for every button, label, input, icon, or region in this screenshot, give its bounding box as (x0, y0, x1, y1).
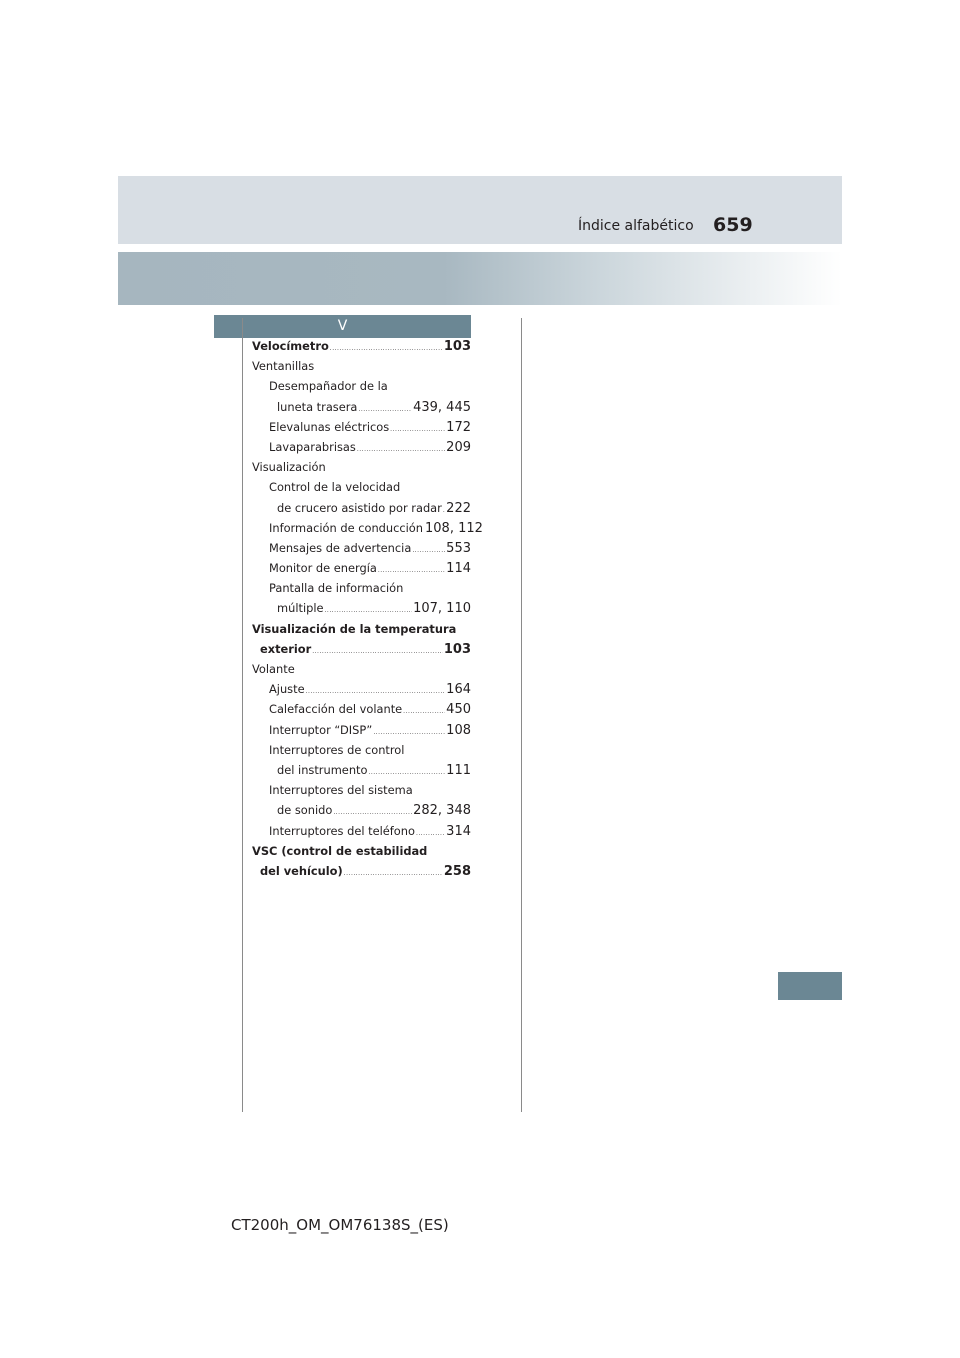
leader-dots (403, 708, 445, 715)
index-entry (252, 723, 471, 743)
entry-label: Calefacción del volante (269, 702, 403, 717)
index-entry (252, 682, 471, 702)
entry-page: 553 (446, 540, 471, 556)
leader-dots (357, 446, 445, 453)
column-divider-left (242, 318, 243, 1112)
page-number: 659 (713, 214, 753, 236)
index-entry (252, 824, 471, 844)
entry-page: 439, 445 (413, 399, 471, 415)
leader-dots (368, 769, 445, 776)
entry-label: del instrumento (277, 762, 368, 777)
index-entry (252, 844, 471, 864)
entry-label: exterior (260, 641, 312, 656)
leader-dots (390, 426, 445, 433)
entry-label: Elevalunas eléctricos (269, 419, 390, 434)
entry-label: Lavaparabrisas (269, 439, 356, 454)
entry-label: de crucero asistido por radar (277, 500, 442, 515)
decorative-gradient-band (118, 252, 842, 305)
leader-dots (412, 547, 445, 554)
index-entry (252, 541, 471, 561)
entry-label: Volante (252, 662, 295, 676)
entry-label: del vehículo) (260, 863, 343, 878)
entry-label: Interruptor “DISP” (269, 722, 373, 737)
entry-page: 282, 348 (413, 803, 471, 819)
entry-page: 103 (443, 641, 471, 657)
entry-page: 172 (446, 419, 471, 435)
leader-dots (358, 406, 412, 413)
index-entry (252, 359, 471, 379)
leader-dots (443, 507, 445, 514)
leader-dots (378, 567, 445, 574)
section-letter-bar: V (214, 315, 471, 338)
entry-page: 114 (446, 561, 471, 577)
entry-label: Información de conducción (269, 520, 423, 535)
entry-label: Ajuste (269, 682, 305, 697)
index-entry (252, 420, 471, 440)
entry-page: 314 (446, 823, 471, 839)
index-entry (252, 379, 471, 399)
column-divider-right (521, 318, 522, 1112)
entry-page: 107, 110 (413, 601, 471, 617)
entry-label: Ventanillas (252, 359, 315, 374)
entry-page: 258 (443, 863, 471, 879)
entry-label: Control de la velocidad (269, 480, 401, 495)
leader-dots (306, 688, 446, 695)
chapter-tab (778, 972, 842, 1000)
index-entry (252, 662, 471, 682)
leader-dots (416, 830, 445, 837)
entry-page: 209 (446, 439, 471, 455)
index-entry (252, 743, 471, 763)
index-entry (252, 763, 471, 783)
entry-page: 108, 112 (425, 520, 483, 536)
entry-label: de sonido (277, 803, 333, 818)
entry-label: Velocímetro (252, 339, 329, 353)
leader-dots (333, 809, 412, 816)
entry-label: múltiple (277, 601, 324, 616)
entry-label: Visualización de la temperatura (252, 621, 457, 636)
entry-page: 111 (446, 762, 471, 778)
index-entry (252, 622, 471, 642)
index-entry (252, 400, 471, 420)
entry-label: Desempañador de la (269, 379, 388, 394)
entry-page: 222 (446, 500, 471, 516)
index-entry (252, 440, 471, 460)
entry-label: VSC (control de estabilidad (252, 843, 428, 858)
index-entry (252, 581, 471, 601)
footer-doc-code: CT200h_OM_OM76138S_(ES) (231, 1216, 449, 1234)
index-entry (252, 601, 471, 621)
leader-dots (325, 607, 413, 614)
entry-label: Interruptores del teléfono (269, 823, 415, 838)
entry-label: Monitor de energía (269, 561, 377, 576)
entry-page: 103 (443, 339, 471, 354)
index-entry (252, 520, 483, 541)
index-entry (252, 561, 471, 581)
leader-dots (330, 345, 443, 352)
entry-label: Interruptores del sistema (269, 783, 413, 798)
entry-page: 164 (446, 682, 471, 698)
entry-label: Pantalla de información (269, 581, 404, 596)
index-entry (252, 642, 471, 662)
index-entry (252, 783, 471, 803)
entry-label: Interruptores de control (269, 742, 405, 757)
index-entry (252, 339, 471, 359)
index-entry (252, 460, 471, 480)
entry-label: luneta trasera (277, 399, 358, 414)
leader-dots (373, 729, 445, 736)
index-entry (252, 803, 471, 823)
header-title: Índice alfabético (578, 218, 694, 234)
leader-dots (344, 870, 443, 877)
index-list (252, 339, 483, 884)
index-entry (252, 501, 471, 521)
index-entry (252, 702, 471, 722)
entry-label: Mensajes de advertencia (269, 540, 412, 555)
entry-page: 450 (446, 702, 471, 718)
index-entry (252, 480, 471, 500)
index-entry (252, 864, 471, 884)
leader-dots (312, 648, 443, 655)
entry-page: 108 (446, 722, 471, 738)
entry-label: Visualización (252, 460, 326, 475)
